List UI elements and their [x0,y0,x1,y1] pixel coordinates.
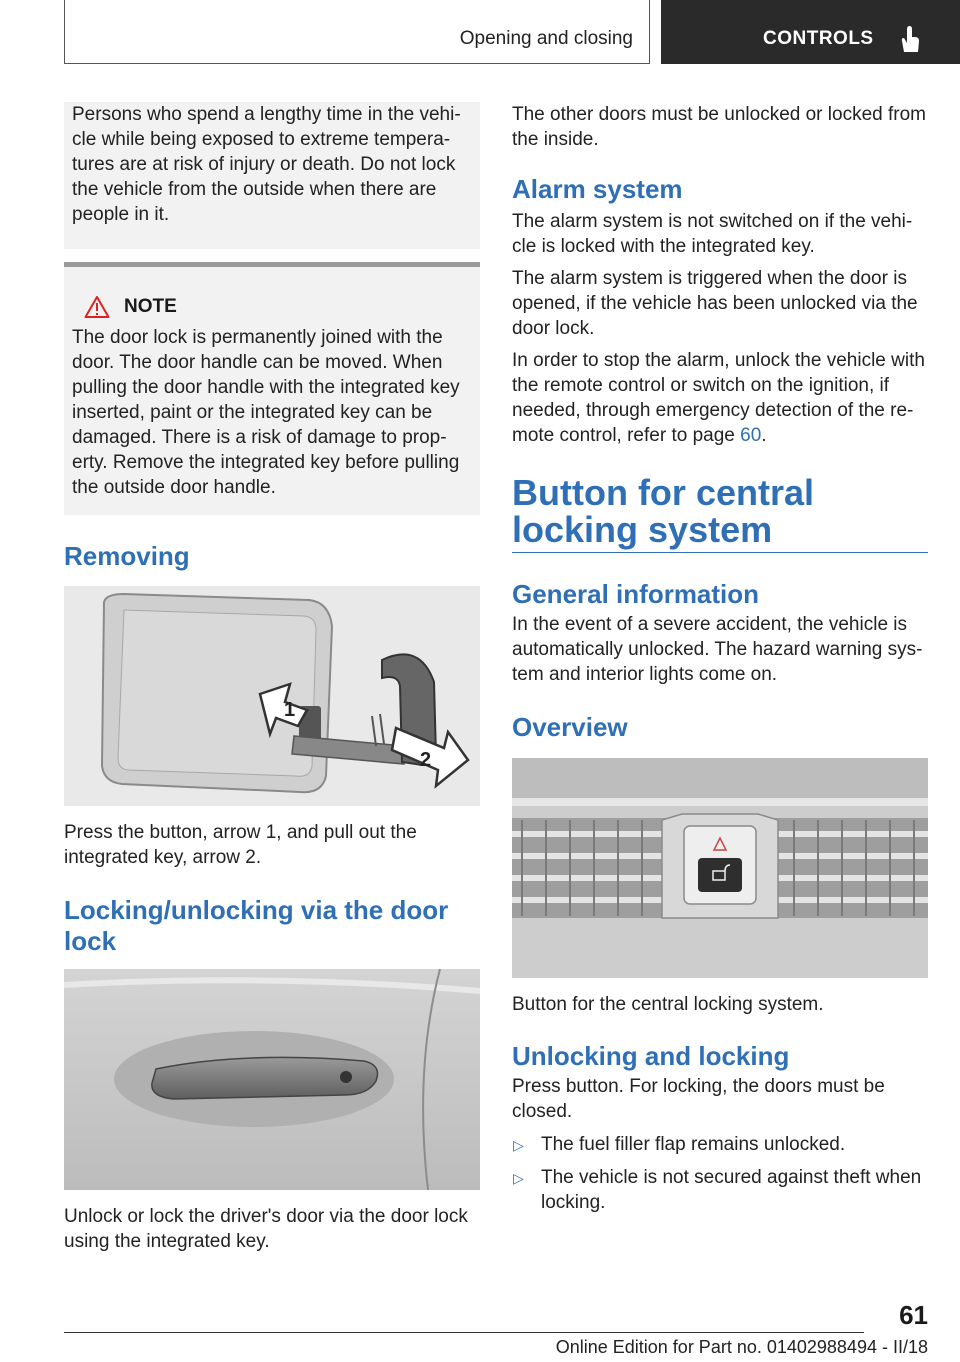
right-column [512,102,928,1215]
list-item [512,1165,928,1215]
arrow-label-1: 1 [284,699,296,721]
chapter-tab [661,0,960,64]
central-locking-heading: Button for central locking system [512,472,814,550]
alarm-heading: Alarm system [512,174,683,204]
note-label: NOTE [124,296,177,317]
central-locking-button-image [512,758,928,978]
note-text: The door lock is permanently joined with the door. The door handle can be moved. When pulling the door handle with the integrated key inserted, paint or the integrated key can be damaged. There is a risk of damage to prop-erty. Remove the integrated key before pulling the outside door handle. [72,327,460,498]
hand-pointer-icon [899,24,921,54]
note-header [72,295,472,319]
triangle-bullet-icon: ▷ [513,1137,524,1153]
alarm-paragraph-1: The alarm system is not switched on if the vehi-cle is locked with the integrated key. [512,211,913,257]
removing-caption: Press the button, arrow 1, and pull out the integrated key, arrow 2. [64,822,417,868]
bullet-list [512,1132,928,1215]
dashboard-vent-illustration [512,758,928,978]
unlocking-heading: Unlocking and locking [512,1041,790,1071]
list-item-text: The fuel filler flap remains unlocked. [541,1134,846,1155]
removing-heading: Removing [64,541,190,571]
intro-text: The other doors must be unlocked or locked from the inside. [512,104,926,150]
key-removal-image [64,586,480,806]
general-info-text: In the event of a severe accident, the vehicle is automatically unlocked. The hazard warning sys-tem and interior lights come on. [512,614,923,685]
chapter-tab-label: CONTROLS [763,28,874,49]
overview-caption: Button for the central locking system. [512,994,824,1015]
section-title: Opening and closing [459,28,633,49]
footer-divider [64,1332,864,1333]
note-box [64,262,480,515]
page-reference-link[interactable]: 60 [740,425,762,446]
triangle-bullet-icon: ▷ [513,1170,524,1186]
door-handle-image [64,969,480,1190]
general-info-heading: General information [512,579,760,609]
alarm-paragraph-3 [512,348,928,448]
arrow-label-2: 2 [420,749,432,771]
alarm-paragraph-2: The alarm system is triggered when the door is opened, if the vehicle has been unlocked via the door lock. [512,268,918,339]
alarm-paragraph-3-text: In order to stop the alarm, unlock the vehicle with the remote control or switch on the ignition, if needed, through emergency detection of the re-mote control, refer to page [512,350,925,446]
warning-text: Persons who spend a lengthy time in the vehi-cle while being exposed to extreme tempera-tures are at risk of injury or death. Do not lock the vehicle from the outside when there are people in it. [72,104,461,225]
list-item-text: The vehicle is not secured against theft when locking. [541,1167,922,1213]
left-column [64,102,480,1254]
warning-triangle-icon [84,295,110,319]
edition-text: Online Edition for Part no. 01402988494 - II/18 [555,1337,928,1357]
list-item [512,1132,928,1158]
overview-heading: Overview [512,712,628,742]
page-number: 61 [899,1300,928,1330]
header-section-box [64,0,650,64]
unlocking-text: Press button. For locking, the doors must be closed. [512,1076,885,1122]
door-lock-caption: Unlock or lock the driver's door via the door lock using the integrated key. [64,1206,468,1252]
door-lock-heading: Locking/unlocking via the door lock [64,895,449,956]
key-removal-illustration [64,586,480,806]
alarm-paragraph-3-end: . [761,425,767,446]
door-handle-illustration [64,969,480,1190]
central-locking-heading-block [512,474,928,553]
warning-box [64,102,480,249]
